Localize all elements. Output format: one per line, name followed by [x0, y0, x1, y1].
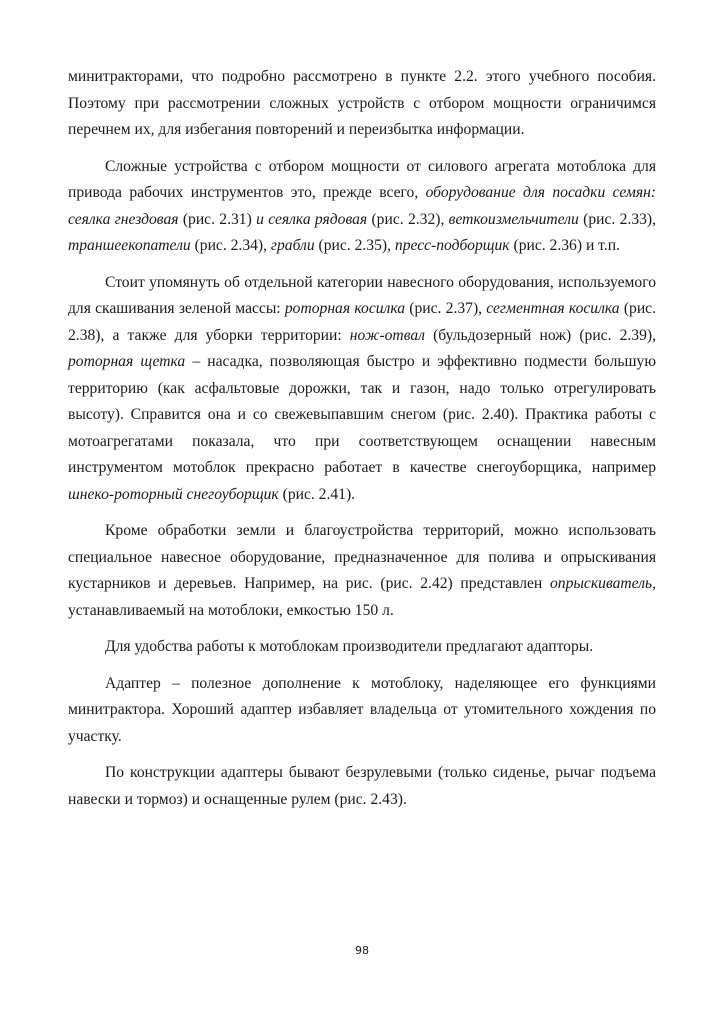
text-run: устанавливаемый на мотоблоки, емкостью 150 л.	[68, 601, 394, 619]
italic-term: роторная косилка	[284, 300, 406, 317]
text-run: (рис. 2.41).	[278, 485, 356, 503]
text-run: Адаптер – полезное дополнение к мотоблоку, наделяющее его функциями минитрактора. Хороший адаптер избавляет владельца от утомительного хождения по участку.	[68, 674, 656, 745]
text-run: (рис. 2.32),	[367, 210, 449, 228]
text-run: (рис. 2.34),	[190, 237, 271, 254]
paragraph-p6	[68, 671, 656, 751]
text-run: (бульдозерный нож) (рис. 2.39),	[424, 326, 656, 344]
text-run: (рис. 2.37),	[405, 300, 487, 317]
text-run: Стоит упомянуть об отдельной категории навесного оборудования, используемого для скашивания зеленой массы:	[68, 273, 656, 317]
italic-term: нож-отвал	[349, 326, 425, 344]
paragraph-p7	[68, 760, 656, 813]
italic-term: сегментная косилка	[486, 300, 620, 317]
text-run: (рис. 2.31)	[178, 210, 257, 228]
text-run: (рис. 2.36) и т.п.	[509, 237, 620, 254]
italic-term: веткоизмельчители	[448, 210, 579, 228]
text-run: Кроме обработки земли и благоустройства территорий, можно использовать специальное навесное оборудование, предназначенное для полива и опрыскивания кустарников и деревьев. Например, на рис. (рис. 2.42) представлен	[68, 522, 656, 592]
paragraph-p3	[68, 270, 656, 509]
text-run: Для удобства работы к мотоблокам производители предлагают адапторы.	[105, 638, 594, 655]
document-body	[68, 64, 656, 823]
paragraph-p2	[68, 154, 656, 260]
text-run: – насадка, позволяющая быстро и эффективно подмести большую территорию (как асфальтовые дорожки, так и газон, надо только отрегулировать высоту). Справится она и со свежевыпавшим снегом (рис. 2.40). Практика работы с мотоагрегатами показала, что при соответствующем оснащении навесным инструментом мотоблок прекрасно работает в качестве снегоуборщика, например	[68, 353, 656, 476]
text-run: (рис. 2.33),	[578, 210, 656, 228]
text-run: (рис. 2.35),	[314, 237, 395, 254]
text-run: Сложные устройства с отбором мощности от силового агрегата мотоблока для привода рабочих инструментов это, прежде всего,	[68, 157, 656, 201]
italic-term: и сеялка рядовая	[256, 210, 368, 228]
italic-term: шнеко-роторный снегоуборщик	[68, 485, 279, 503]
text-run: (рис. 2.38), а также для уборки территории:	[68, 300, 656, 344]
page-number: 98	[355, 944, 369, 957]
text-run: По конструкции адаптеры бывают безрулевыми (только сиденье, рычаг подъема навески и тормоз) и оснащенные рулем (рис. 2.43).	[68, 764, 656, 808]
italic-term: грабли	[270, 237, 315, 254]
italic-term: траншеекопатели	[68, 237, 191, 254]
paragraph-p1	[68, 64, 656, 144]
italic-term: роторная щетка	[68, 353, 186, 370]
paragraph-p5	[68, 634, 656, 661]
italic-term: опрыскиватель,	[549, 575, 656, 592]
italic-term: пресс-подборщик	[394, 237, 510, 254]
italic-term: оборудование для посадки семян: сеялка гнездовая	[68, 184, 656, 228]
text-run: минитракторами, что подробно рассмотрено в пункте 2.2. этого учебного пособия. Поэтому при рассмотрении сложных устройств с отбором мощности ограничимся перечнем их, для избегания повторений и переизбытка информации.	[68, 68, 656, 138]
paragraph-p4	[68, 518, 656, 624]
